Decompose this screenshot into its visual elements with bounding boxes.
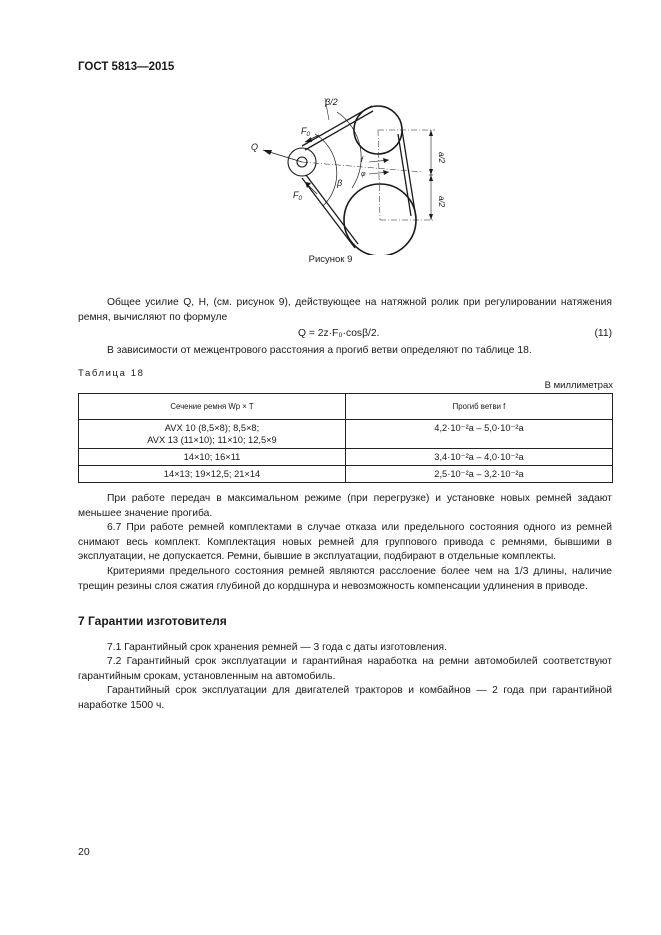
section-title: 7 Гарантии изготовителя bbox=[78, 614, 227, 628]
table-header-row bbox=[79, 394, 613, 420]
table-row bbox=[79, 449, 613, 466]
paragraph-7-1: 7.1 Гарантийный срок хранения ремней — 3 года с даты изготовления. bbox=[107, 642, 447, 653]
label-q: Q bbox=[251, 142, 259, 152]
paragraph-7-2: 7.2 Гарантийный срок эксплуатации и гарантийная наработка на ремни автомобилей соответствуют гарантийным срокам, установленным на автомобиль. bbox=[78, 656, 612, 682]
cell-section: 14×13; 19×12,5; 21×14 bbox=[79, 466, 346, 483]
table-row bbox=[79, 420, 613, 449]
cell-deflection: 4,2·10⁻²a – 5,0·10⁻²a bbox=[346, 420, 613, 449]
formula-text: Q = 2z·F₀·cosβ/2. bbox=[298, 328, 380, 339]
figure-caption: Рисунок 9 bbox=[308, 254, 353, 265]
table-units: В миллиметрах bbox=[544, 380, 613, 391]
label-f0-bottom: $F_0$ bbox=[293, 190, 302, 202]
deflection-table bbox=[78, 393, 613, 483]
belt-lower-inner bbox=[306, 175, 358, 244]
header-section: Сечение ремня Wp × T bbox=[79, 394, 346, 420]
belt-tension-diagram bbox=[245, 90, 460, 255]
cell-section: 14×10; 16×11 bbox=[79, 449, 346, 466]
table-row bbox=[79, 466, 613, 483]
cell-section: AVX 10 (8,5×8); 8,5×8; AVX 13 (11×10); 11×10; 12,5×9 bbox=[79, 420, 346, 449]
label-a-half-1: a/2 bbox=[437, 152, 446, 164]
belt-upper-inner bbox=[305, 111, 373, 150]
cell-deflection: 3,4·10⁻²a – 4,0·10⁻²a bbox=[346, 449, 613, 466]
label-beta-half: β/2 bbox=[325, 97, 338, 107]
cell-deflection: 2,5·10⁻²a – 3,2·10⁻²a bbox=[346, 466, 613, 483]
label-beta: β bbox=[337, 178, 343, 188]
standard-header: ГОСТ 5813—2015 bbox=[78, 61, 175, 73]
formula-number: (11) bbox=[594, 328, 612, 339]
page-number: 20 bbox=[78, 846, 90, 858]
table-label: Таблица 18 bbox=[78, 368, 145, 379]
label-f0-top: $F_0$ bbox=[301, 126, 310, 138]
belt-lower-outer bbox=[302, 178, 355, 248]
label-phi: φ bbox=[361, 171, 366, 178]
paragraph-overload: При работе передач в максимальном режиме (при перегрузке) и установке новых ремней задают меньшее значение прогиба. bbox=[78, 493, 612, 519]
header-deflection: Прогиб ветви f bbox=[346, 394, 613, 420]
label-f: f bbox=[361, 157, 363, 164]
paragraph-criteria: Критериями предельного состояния ремней являются расслоение более чем на 1/3 длины, наличие трещин резины слоя сжатия глубиной до кордшнура и невозможность компенсации удлинения в приводе. bbox=[78, 566, 612, 592]
paragraph-6-7: 6.7 При работе ремней комплектами в случае отказа или предельного состояния одного из ремней снимают весь комплект. Комплектация новых ремней для группового привода с ремнями, бывшими в эксплуатации, не допускается. Ремни, бывшие в эксплуатации, подбирают в отдельные комплекты. bbox=[78, 522, 612, 563]
paragraph-warranty-tractors: Гарантийный срок эксплуатации для двигателей тракторов и комбайнов — 2 года при гарантийной наработке 1500 ч. bbox=[78, 685, 612, 711]
label-a-half-2: a/2 bbox=[437, 196, 446, 208]
paragraph-deflection-ref: В зависимости от межцентрового расстояния a прогиб ветви определяют по таблице 18. bbox=[107, 345, 532, 356]
paragraph-total-force: Общее усилие Q, Н, (см. рисунок 9), действующее на натяжной ролик при регулировании натяжения ремня, вычисляют по формуле bbox=[78, 297, 612, 323]
